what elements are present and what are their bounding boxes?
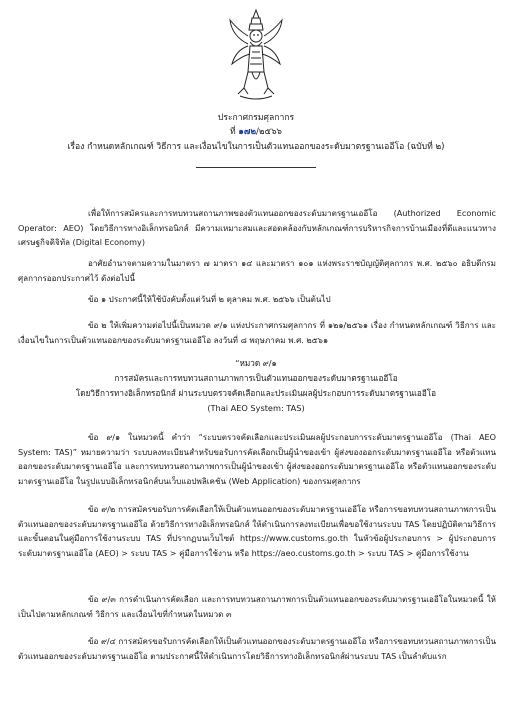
garuda-emblem-icon — [226, 6, 286, 106]
clause-2: ข้อ ๒ ให้เพิ่มความต่อไปนี้เป็นหมวด ๙/๑ แห่งประกาศกรมศุลกากร ที่ ๑๒๑/๒๕๖๑ เรื่อง กำหนดหลักเกณฑ์ วิธีการ และเงื่อนไขในการเป็นตัวแทนออกของระดับมาตรฐานเออีโอ ลงวันที่ ๘ พฤษภาคม พ.ศ. ๒๕๖๑ — [18, 320, 496, 345]
clause-1: ข้อ ๑ ประกาศนี้ให้ใช้บังคับตั้งแต่วันที่ ๒ ตุลาคม พ.ศ. ๒๕๖๖ เป็นต้นไป — [88, 294, 331, 304]
issuer-name: ประกาศกรมศุลกากร — [217, 113, 295, 123]
chapter-title-line-3: (Thai AEO System: TAS) — [207, 403, 305, 413]
chapter-title-line-1: การสมัครและการทบทวนสถานภาพการเป็นตัวแทนออกของระดับมาตรฐานเออีโอ — [114, 373, 398, 383]
paragraph-authority: อาศัยอำนาจตามความในมาตรา ๗ มาตรา ๑๔ และมาตรา ๑๐๑ แห่งพระราชบัญญัติศุลกากร พ.ศ. ๒๕๖๐ อธิบดีกรมศุลกากรออกประกาศไว้ ดังต่อไปนี้ — [18, 258, 496, 283]
chapter-number: “หมวด ๙/๑ — [235, 358, 277, 368]
clause-9-2: ข้อ ๙/๒ การสมัครขอรับการคัดเลือกให้เป็นตัวแทนออกของระดับมาตรฐานเออีโอ หรือการขอทบทวนสถานภาพการเป็นตัวแทนออกของระดับมาตรฐานเออีโอ ด้วยวิธีการทางอิเล็กทรอนิกส์ ให้ดำเนินการลงทะเบียนเพื่อขอใช้งานระบบ TAS โดยปฏิบัติตามวิธีการและขั้นตอนในคู่มือการใช้งานระบบ TAS ที่ปรากฏบนเว็บไซต์ https://www.customs.go.th ในหัวข้อผู้ประกอบการ > ผู้ประกอบการระดับมาตรฐานเออีโอ (AEO) > ระบบ TAS > คู่มือการใช้งาน หรือ https://aeo.customs.go.th > ระบบ TAS > คู่มือการใช้งาน — [18, 504, 496, 558]
clause-9-4: ข้อ ๙/๔ การสมัครขอรับการคัดเลือกให้เป็นตัวแทนออกของระดับมาตรฐานเออีโอ หรือการขอทบทวนสถานภาพการเป็นตัวแทนออกของระดับมาตรฐานเออีโอ ตามประกาศนี้ให้ดำเนินการโดยวิธีการทางอิเล็กทรอนิกส์ผ่านระบบ TAS เป็นลำดับแรก — [18, 636, 496, 661]
chapter-title-line-2: โดยวิธีการทางอิเล็กทรอนิกส์ ผ่านระบบตรวจคัดเลือกและประเมินผลผู้ประกอบการระดับมาตรฐานเออีโอ — [75, 388, 437, 398]
divider-line — [196, 167, 316, 168]
handwritten-number: ๑๗๒ — [238, 127, 256, 137]
clause-9-3: ข้อ ๙/๓ การดำเนินการคัดเลือก และการทบทวนสถานภาพการเป็นตัวแทนออกของระดับมาตรฐานเออีโอในหมวดนี้ ให้เป็นไปตามหลักเกณฑ์ วิธีการ และเงื่อนไขที่กำหนดในหมวด ๓ — [18, 594, 496, 619]
number-prefix: ที่ — [230, 127, 239, 137]
announcement-subject: เรื่อง กำหนดหลักเกณฑ์ วิธีการ และเงื่อนไขในการเป็นตัวแทนออกของระดับมาตรฐานเออีโอ (ฉบับที่ ๒) — [67, 142, 445, 152]
number-suffix: /๒๕๖๖ — [256, 127, 282, 137]
clause-9-1: ข้อ ๙/๑ ในหมวดนี้ คำว่า “ระบบตรวจคัดเลือกและประเมินผลผู้ประกอบการระดับมาตรฐานเออีโอ (Thai AEO System: TAS)” หมายความว่า ระบบลงทะเบียนสำหรับขอรับการคัดเลือกเป็นผู้นำของเข้า ผู้ส่งของออกระดับมาตรฐานเออีโอ หรือตัวแทนออกของระดับมาตรฐานเออีโอ และการทบทวนสถานภาพการเป็นผู้นำของเข้า ผู้ส่งของออกระดับมาตรฐานเออีโอ หรือตัวแทนออกของระดับมาตรฐานเออีโอ ในรูปแบบอิเล็กทรอนิกส์บนเว็บแอปพลิเคชัน (Web Application) ของกรมศุลกากร — [18, 432, 496, 486]
announcement-number — [14, 124, 498, 138]
paragraph-purpose: เพื่อให้การสมัครและการทบทวนสถานภาพของตัวแทนออกของระดับมาตรฐานเออีโอ (Authorized Economic Operator: AEO) โดยวิธีการทางอิเล็กทรอนิกส์ มีความเหมาะสมและสอดคล้องกับหลักเกณฑ์การบริหารกิจการบ้านเมืองที่ดีและแนวทางเศรษฐกิจดิจิทัล (Digital Economy) — [18, 208, 496, 248]
